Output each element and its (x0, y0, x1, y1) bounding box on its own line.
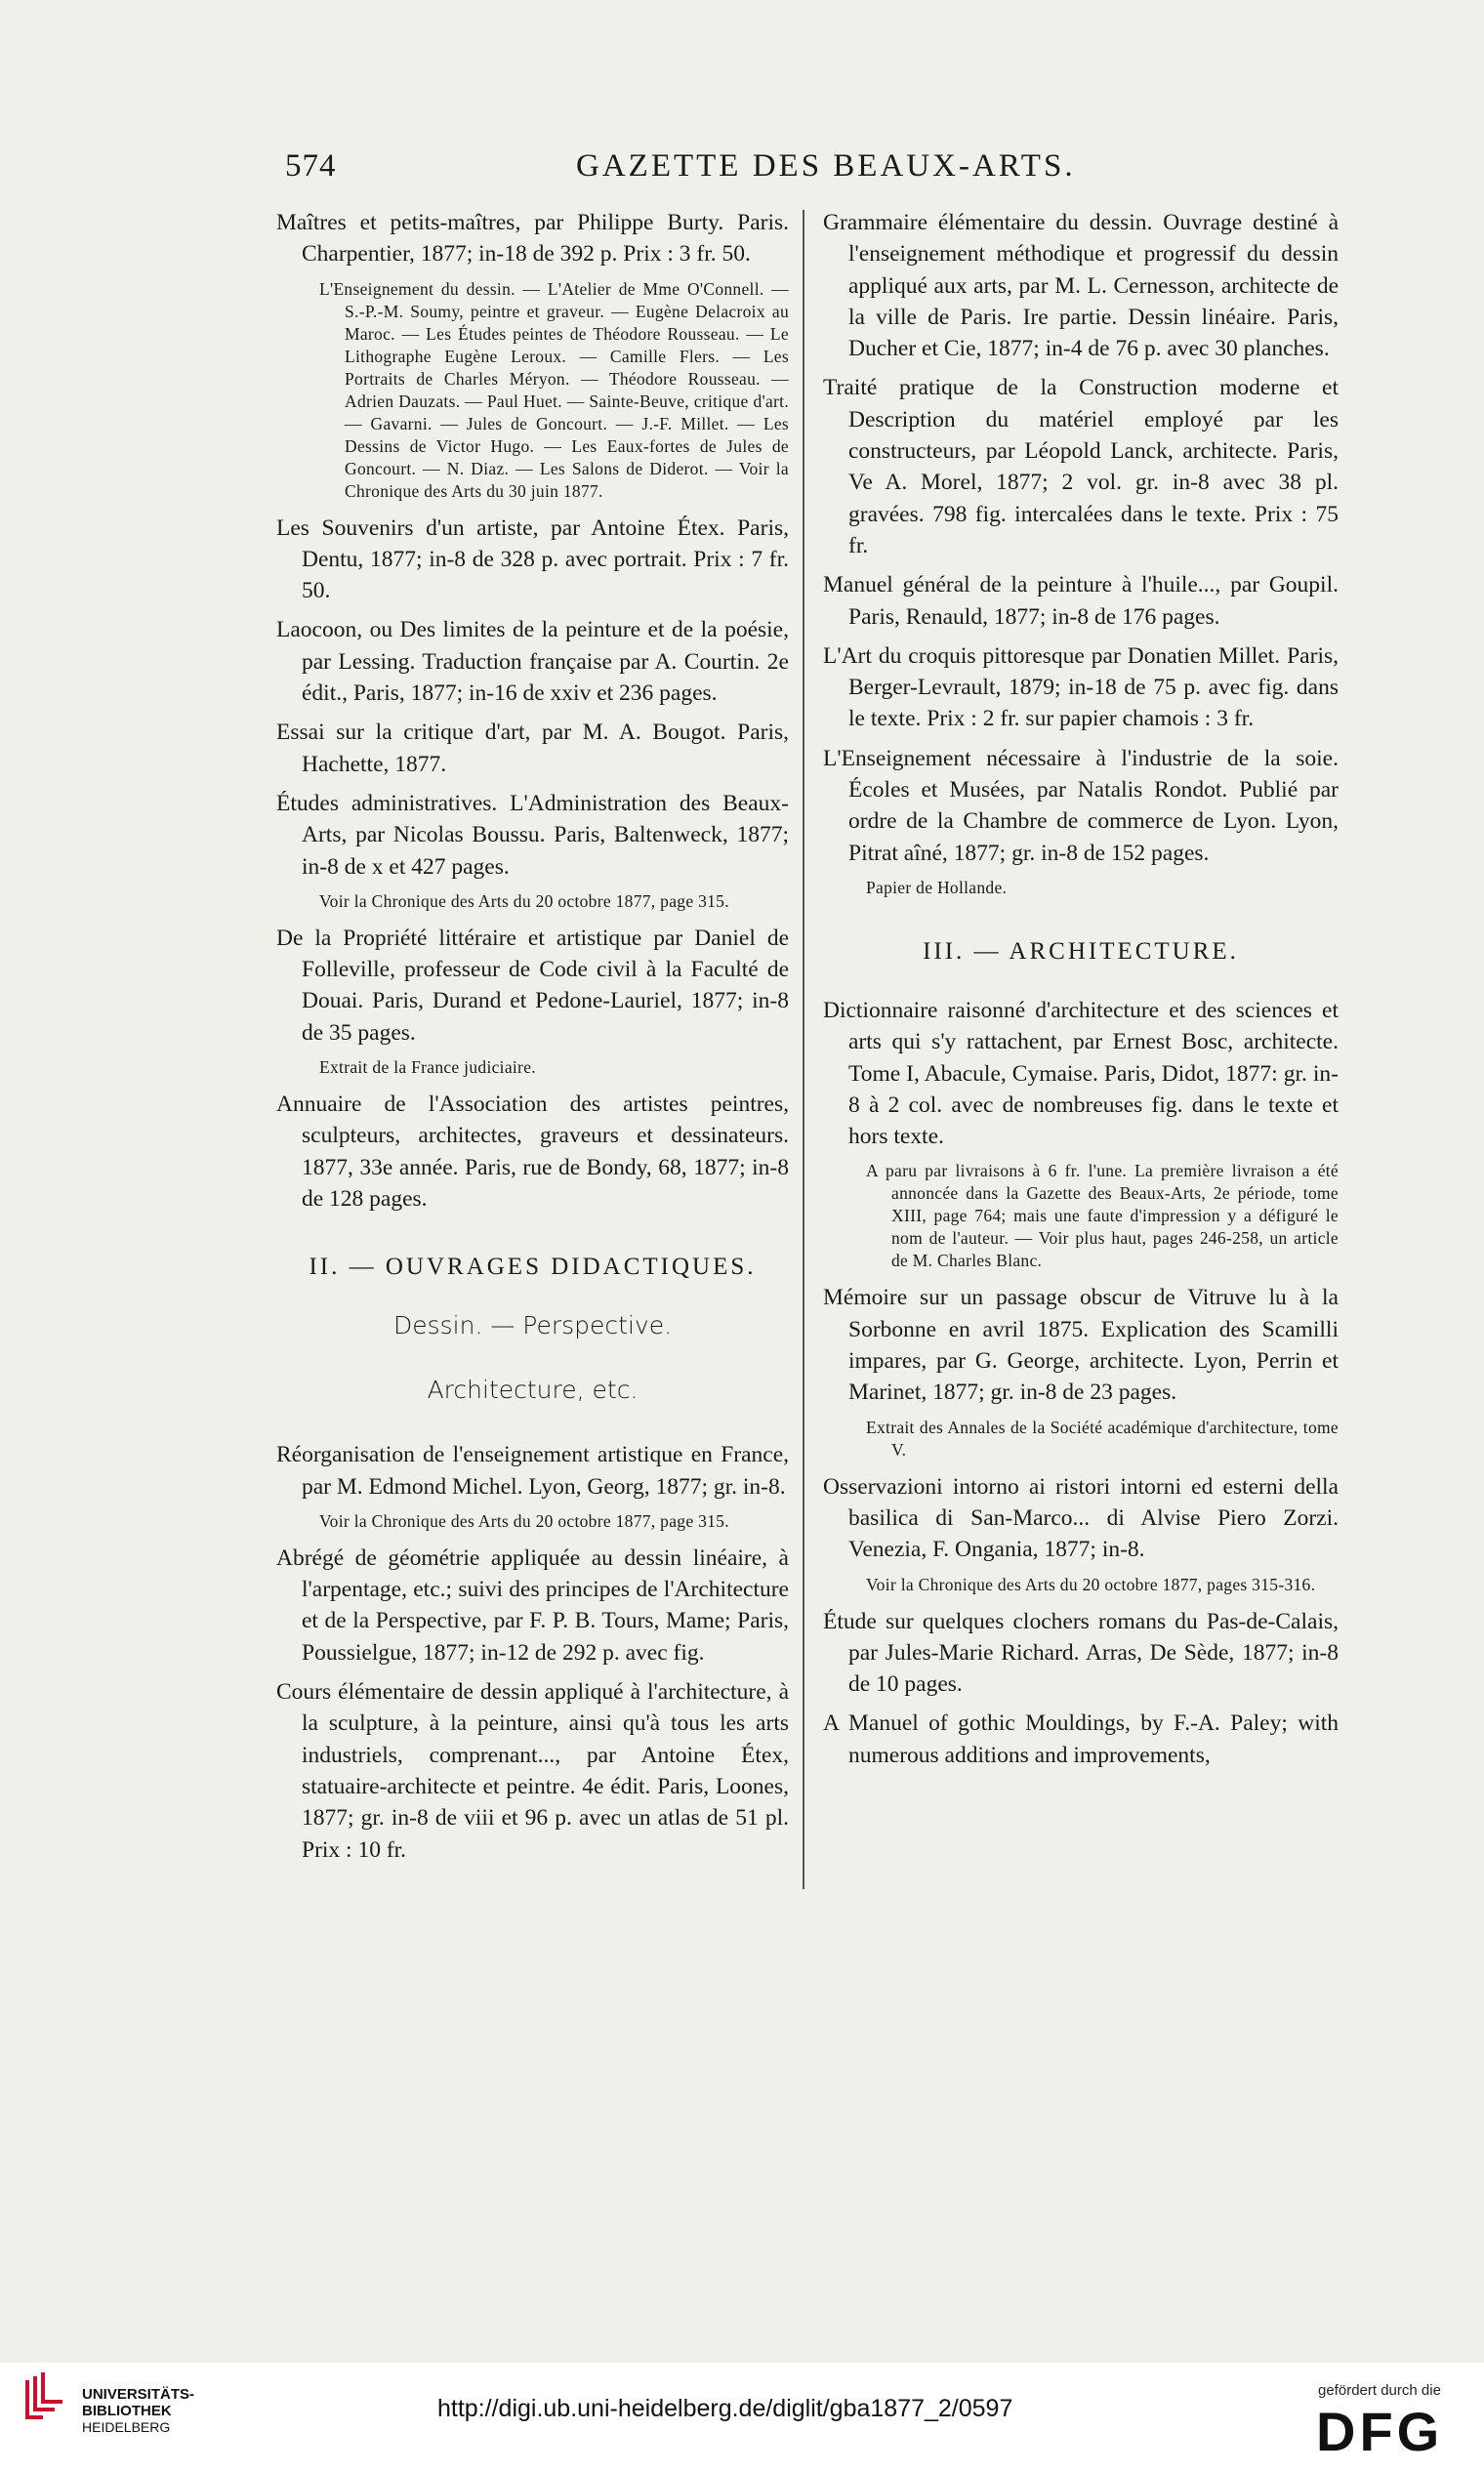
bibliography-entry: Maîtres et petits-maîtres, par Philippe Burty. Paris. Charpentier, 1877; in-18 de 392 p. Prix : 3 fr. 50. (276, 210, 789, 268)
page-number: 574 (285, 148, 337, 184)
bibliography-entry: Annuaire de l'Association des artistes peintres, sculpteurs, architectes, graveurs et dessinateurs. 1877, 33e année. Paris, rue de Bondy, 68, 1877; in-8 de 128 pages. (276, 1092, 789, 1212)
bibliography-entry: Essai sur la critique d'art, par M. A. Bougot. Paris, Hachette, 1877. (276, 720, 789, 777)
university-library-logo-icon (14, 2370, 72, 2429)
bibliography-entry: Traité pratique de la Construction moderne et Description du matériel employé par les constructeurs, par Léopold Lanck, architecte. Paris, Ve A. Morel, 1877; 2 vol. gr. in-8 avec 38 pl. gravées. 798 fig. intercalées dans le texte. Prix : 75 fr. (823, 375, 1339, 558)
entry-note: Voir la Chronique des Arts du 20 octobre 1877, pages 315-316. (866, 1574, 1316, 1594)
entry-note: Voir la Chronique des Arts du 20 octobre 1877, page 315. (319, 1510, 729, 1531)
source-url-link[interactable]: http://digi.ub.uni-heidelberg.de/diglit/gba1877_2/0597 (437, 2395, 1013, 2422)
section-heading: II. — OUVRAGES DIDACTIQUES. (309, 1254, 757, 1281)
bibliography-entry: Les Souvenirs d'un artiste, par Antoine Étex. Paris, Dentu, 1877; in-8 de 328 p. avec portrait. Prix : 7 fr. 50. (276, 515, 789, 604)
bibliography-entry: Osservazioni intorno ai ristori intorni ed esterni della basilica di San-Marco... di Alvise Piero Zorzi. Venezia, F. Ongania, 1877; in-8. (823, 1473, 1339, 1563)
bibliography-entry: L'Enseignement nécessaire à l'industrie de la soie. Écoles et Musées, par Natalis Rondot. Publié par ordre de la Chambre de commerce de Lyon. Lyon, Pitrat aîné, 1877; gr. in-8 de 152 pages. (823, 745, 1339, 866)
bibliography-entry: De la Propriété littéraire et artistique par Daniel de Folleville, professeur de Code civil à la Faculté de Douai. Paris, Durand et Pedone-Lauriel, 1877; in-8 de 35 pages. (276, 925, 789, 1046)
bibliography-entry: Réorganisation de l'enseignement artistique en France, par M. Edmond Michel. Lyon, Georg, 1877; gr. in-8. (276, 1442, 789, 1500)
funded-by-label: gefördert durch die (1318, 2382, 1441, 2399)
dfg-logo-icon (1316, 2404, 1472, 2458)
library-name (82, 2386, 194, 2436)
bibliography-entry: Manuel général de la peinture à l'huile..., par Goupil. Paris, Renauld, 1877; in-8 de 176 pages. (823, 572, 1339, 630)
svg-text:DFG: DFG (1316, 2404, 1444, 2458)
bibliography-entry: Grammaire élémentaire du dessin. Ouvrage destiné à l'enseignement méthodique et progressif du dessin appliqué aux arts, par M. L. Cernesson, architecte de la ville de Paris. Ire partie. Dessin linéaire. Paris, Ducher et Cie, 1877; in-4 de 76 p. avec 30 planches. (823, 210, 1339, 362)
running-head: GAZETTE DES BEAUX-ARTS. (576, 148, 1076, 184)
bibliography-entry: Abrégé de géométrie appliquée au dessin linéaire, à l'arpentage, etc.; suivi des principes de l'Architecture et de la Perspective, par F. P. B. Tours, Mame; Paris, Poussielgue, 1877; in-12 de 292 p. avec fig. (276, 1545, 789, 1666)
section-heading: III. — ARCHITECTURE. (923, 937, 1239, 965)
section-subheading: Dessin. — Perspective. (392, 1311, 673, 1340)
entry-note: Extrait des Annales de la Société académique d'architecture, tome V. (866, 1417, 1339, 1460)
bibliography-entry: A Manuel of gothic Mouldings, by F.-A. Paley; with numerous additions and improvements, (823, 1710, 1339, 1768)
bibliography-entry: Étude sur quelques clochers romans du Pas-de-Calais, par Jules-Marie Richard. Arras, De Sède, 1877; in-8 de 10 pages. (823, 1608, 1339, 1698)
bibliography-entry: Mémoire sur un passage obscur de Vitruve lu à la Sorbonne en avril 1875. Explication des Scamilli impares, par G. George, architecte. Lyon, Perrin et Marinet, 1877; gr. in-8 de 23 pages. (823, 1285, 1339, 1406)
entry-note: Papier de Hollande. (866, 877, 1008, 897)
entry-note: Voir la Chronique des Arts du 20 octobre 1877, page 315. (319, 890, 729, 911)
bibliography-entry: Dictionnaire raisonné d'architecture et des sciences et arts qui s'y rattachent, par Ernest Bosc, architecte. Tome I, Abacule, Cymaise. Paris, Didot, 1877: gr. in-8 à 2 col. avec de nombreuses fig. dans le texte et hors texte. (823, 997, 1339, 1150)
column-divider (803, 210, 804, 1889)
bibliography-entry: Cours élémentaire de dessin appliqué à l'architecture, à la sculpture, à la peinture, ainsi qu'à tous les arts industriels, comprenant..., par Antoine Étex, statuaire-architecte et peintre. 4e édit. Paris, Loones, 1877; gr. in-8 de viii et 96 p. avec un atlas de 51 pl. Prix : 10 fr. (276, 1679, 789, 1863)
bibliography-entry: Laocoon, ou Des limites de la peinture et de la poésie, par Lessing. Traduction française par A. Courtin. 2e édit., Paris, 1877; in-16 de xxiv et 236 pages. (276, 617, 789, 707)
entry-note: Extrait de la France judiciaire. (319, 1057, 536, 1078)
library-line-3: HEIDELBERG (82, 2419, 171, 2435)
left-column (276, 207, 789, 1874)
library-line-1: UNIVERSITÄTS- (82, 2386, 195, 2403)
entry-note: L'Enseignement du dessin. — L'Atelier de Mme O'Connell. — S.-P.-M. Soumy, peintre et graveur. — Eugène Delacroix au Maroc. — Les Études peintes de Théodore Rousseau. — Le Lithographe Eugène Leroux. — Camille Flers. — Les Portraits de Charles Méryon. — Théodore Rousseau. — Adrien Dauzats. — Paul Huet. — Sainte-Beuve, critique d'art. — Gavarni. — Jules de Goncourt. — J.-F. Millet. — Les Dessins de Victor Hugo. — Les Eaux-fortes de Jules de Goncourt. — N. Diaz. — Les Salons de Diderot. — Voir la Chronique des Arts du 30 juin 1877. (319, 278, 789, 501)
bibliography-entry: L'Art du croquis pittoresque par Donatien Millet. Paris, Berger-Levrault, 1879; in-18 de 75 p. avec fig. dans le texte. Prix : 2 fr. sur papier chamois : 3 fr. (823, 642, 1339, 732)
library-line-2: BIBLIOTHEK (82, 2403, 172, 2419)
bibliography-entry: Études administratives. L'Administration des Beaux-Arts, par Nicolas Boussu. Paris, Baltenweck, 1877; in-8 de x et 427 pages. (276, 790, 789, 880)
section-subheading: Architecture, etc. (427, 1376, 639, 1405)
entry-note: A paru par livraisons à 6 fr. l'une. La première livraison a été annoncée dans la Gazette des Beaux-Arts, 2e période, tome XIII, page 764; mais une faute d'impression y a défiguré le nom de l'auteur. — Voir plus haut, pages 246-258, un article de M. Charles Blanc. (866, 1161, 1339, 1271)
right-column (823, 207, 1339, 1779)
